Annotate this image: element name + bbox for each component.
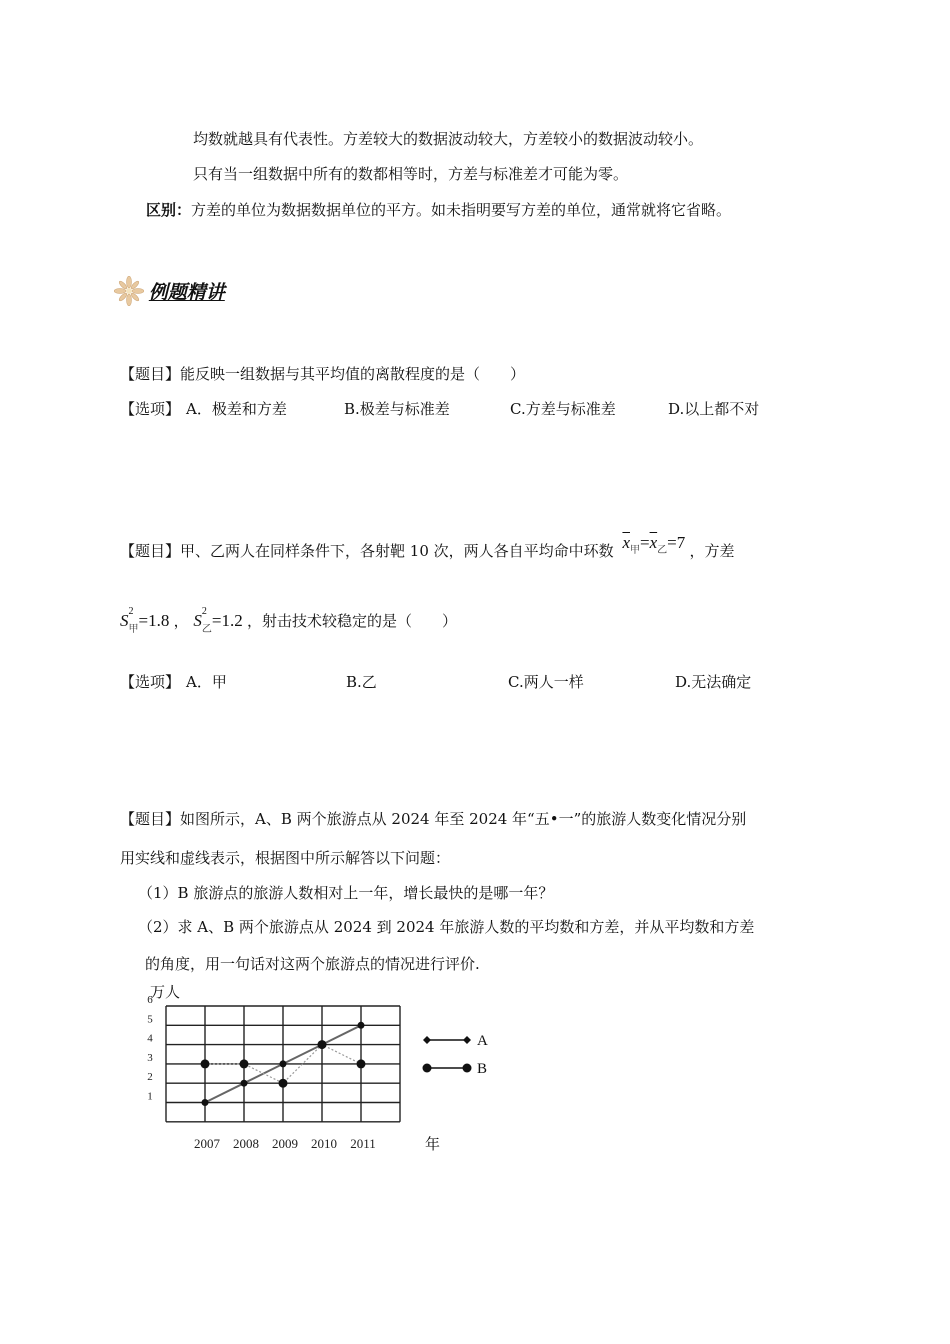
legend-marker-a: [463, 1036, 471, 1044]
difference-paragraph: [146, 199, 731, 220]
q3-stem-line-2: 用实线和虚线表示，根据图中所示解答以下问题：: [120, 849, 451, 867]
data-point-b: [357, 1059, 366, 1068]
legend-marker-b: [423, 1064, 432, 1073]
x-tick-label: 2010: [311, 1135, 337, 1151]
flower-icon: [114, 276, 144, 306]
data-point-a: [202, 1099, 209, 1106]
intro-line-1: 均数就越具有代表性。方差较大的数据波动较大，方差较小的数据波动较小。: [193, 130, 704, 148]
x-axis-label: 年: [425, 1136, 441, 1153]
y-axis-label: 万人: [150, 985, 181, 1001]
q2-options-tag: 【选项】: [120, 673, 181, 691]
difference-text: 方差的单位为数据数据单位的平方。如未指明要写方差的单位，通常就将它省略。: [191, 201, 732, 219]
q3-stem-line-1: [120, 808, 746, 829]
legend-marker-a: [423, 1036, 431, 1044]
q2-stem-tail: ，方差: [689, 542, 735, 560]
q2-option-a: A．甲: [186, 673, 227, 691]
q1-tag: 【题目】: [120, 365, 181, 383]
q1-options: [120, 398, 820, 420]
y-tick-label: 3: [147, 1051, 153, 1064]
q2-variance-jia: S 2 甲 =1.8: [120, 606, 170, 635]
q1-options-tag: 【选项】: [120, 400, 181, 418]
y-tick-label: 2: [147, 1071, 153, 1084]
q2-stem-line-1: [120, 533, 735, 564]
q2-variance-yi: S 2 乙 =1.2: [193, 606, 243, 635]
legend-marker-b: [463, 1064, 472, 1073]
q3-stem-text-1: 如图所示，A、B 两个旅游点从 2024 年至 2024 年“五•一”的旅游人数变化情况分别: [180, 810, 747, 828]
q3-tag: 【题目】: [120, 810, 181, 828]
x-tick-label: 2011: [350, 1135, 376, 1151]
q1-option-a: A．极差和方差: [186, 400, 287, 418]
y-tick-label: 5: [147, 1013, 153, 1026]
q3-sub-question-2b: 的角度，用一句话对这两个旅游点的情况进行评价.: [145, 955, 480, 973]
data-point-a: [280, 1060, 287, 1067]
q2-options: [120, 671, 820, 693]
q1-stem-text: 能反映一组数据与其平均值的离散程度的是（ ）: [180, 365, 526, 383]
data-point-b: [318, 1040, 327, 1049]
q2-stem-line-2: [120, 606, 457, 635]
q2-option-b: B.乙: [346, 673, 377, 691]
difference-label: 区别：: [146, 201, 192, 219]
q2-stem-end: ，射击技术较稳定的是（ ）: [246, 612, 457, 630]
data-point-b: [201, 1059, 210, 1068]
x-tick-label: 2007: [194, 1135, 220, 1151]
q1-option-d: D.以上都不对: [668, 400, 760, 418]
q2-mean-equation: $\overline{x}_甲=\overline{x}_乙=7$: [622, 533, 686, 556]
data-point-b: [279, 1079, 288, 1088]
x-tick-label: 2008: [233, 1135, 259, 1151]
section-title: 例题精讲: [148, 281, 225, 304]
y-tick-label: 6: [147, 994, 153, 1006]
q2-stem-text: 甲、乙两人在同样条件下，各射靶 10 次，两人各自平均命中环数: [180, 542, 614, 560]
tourism-line-chart: [140, 978, 500, 1178]
y-tick-label: 1: [147, 1090, 153, 1103]
q1-stem: [120, 363, 525, 384]
data-point-a: [241, 1080, 248, 1087]
legend-label-a: A: [477, 1033, 488, 1049]
data-point-b: [240, 1059, 249, 1068]
section-heading: [114, 276, 225, 308]
q2-option-c: C.两人一样: [508, 673, 584, 691]
legend-label-b: B: [477, 1061, 488, 1077]
x-tick-label: 2009: [272, 1135, 298, 1151]
intro-line-2: 只有当一组数据中所有的数都相等时，方差与标准差才可能为零。: [193, 165, 629, 183]
q2-option-d: D.无法确定: [675, 673, 752, 691]
q2-tag: 【题目】: [120, 542, 181, 560]
q3-sub-question-1: （1）B 旅游点的旅游人数相对上一年，增长最快的是哪一年？: [138, 884, 554, 902]
q1-option-c: C.方差与标准差: [510, 400, 616, 418]
q3-sub-question-2a: （2）求 A、B 两个旅游点从 2024 到 2024 年旅游人数的平均数和方差，并从平均数和方差: [138, 918, 755, 936]
q2-comma: ，: [173, 612, 189, 630]
data-point-a: [358, 1022, 365, 1029]
y-tick-label: 4: [147, 1032, 153, 1045]
q1-option-b: B.极差与标准差: [344, 400, 450, 418]
